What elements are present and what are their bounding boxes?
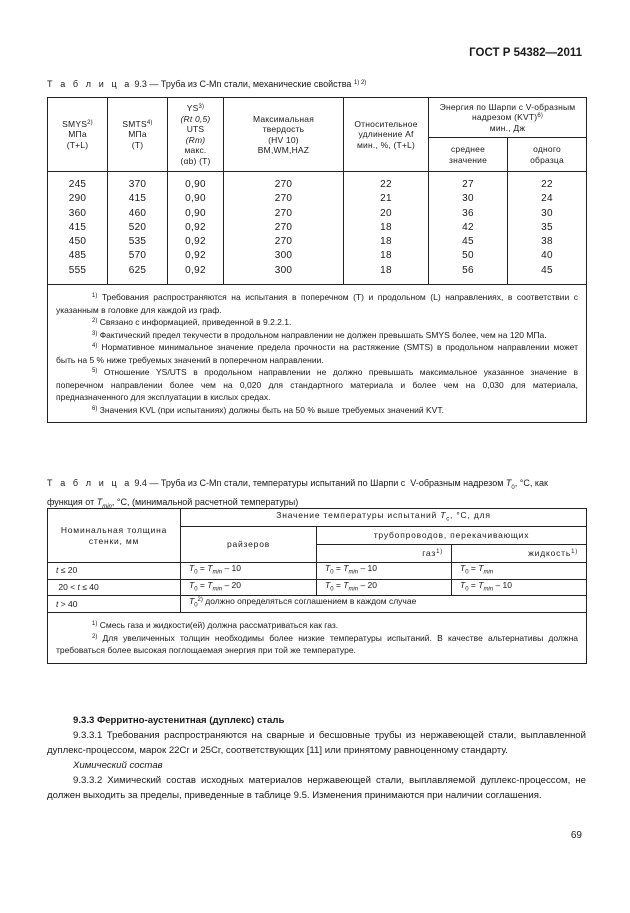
table-cell: 0,92 [168,221,224,235]
table-cell: 270 [224,235,344,249]
table-row [48,172,587,193]
table-cell: 415 [108,192,168,206]
table-9-4-caption: Т а б л и ц а 9.4 — Труба из C-Mn стали, температуры испытаний по Шарпи с V-образным надрезом $T_0$, °С, как функция от $T_{min}$, °С, (минимальной расчетной температуры) [47,478,548,510]
table-cell: 30 [508,207,587,221]
table-cell: 36 [429,207,508,221]
table-cell: 415 [48,221,108,235]
head-risers: райзеров [181,527,317,563]
table-cell: 42 [429,221,508,235]
head-single: одного образца [508,138,587,172]
table-cell: 0,92 [168,235,224,249]
table-cell: 290 [48,192,108,206]
caption-sup: 1) 2) [353,80,367,86]
row2-gas: $T_0 = T_{min} - 20$ [317,579,452,596]
table-9-4 [47,508,587,664]
table-row [48,249,587,263]
table-cell: 535 [108,235,168,249]
head-gas: газ$^{1)}$ [317,545,452,563]
footnote: $^{1)}$ Требования распространяются на испытания в поперечном (T) и продольном (L) направлениях, в соответствии с указанным в головке для каждой из граф. [56,292,578,315]
head-test-values: Значение температуры испытаний $T_c$, °С, для [181,509,587,527]
table-cell: 360 [48,207,108,221]
table-9-3-caption [47,76,366,91]
footnote: $^{6)}$ Значения KVL (при испытаниях) должны быть на 50 % выше требуемых значений KVT. [92,404,444,415]
head-wall-thickness: Номинальная толщина стенки, мм [48,509,181,563]
table-cell: 40 [508,249,587,263]
footnote: $^{2)}$ Для увеличенных толщин необходимы более низкие температуры испытаний. В качестве альтернативы должна требоваться более высокая поглощаемая энергия при той же температуре. [56,632,578,656]
row2-thickness: 20 < t ≤ 40 [48,579,181,596]
table-row [48,221,587,235]
table-cell: 27 [429,172,508,193]
table-cell: 18 [344,235,429,249]
row1-liquid: $T_0 = T_{min}$ [452,563,587,580]
head-average: среднее значение [429,138,508,172]
table-cell: 270 [224,207,344,221]
table-cell: 22 [508,172,587,193]
paragraph-9-3-3-2: 9.3.3.2 Химический состав исходных материалов нержавеющей стали, выплавляемой дуплекс-процессом, не должен выходить за пределы, приведенные в таблице 9.5. Изменения принимаются при наличии соглашения. [47,775,586,801]
table-cell: 625 [108,264,168,285]
table-cell: 20 [344,207,429,221]
head-elongation: Относительное удлинение Af мин., %, (T+L) [344,98,429,172]
head-ys-uts: YS$^{3)}$ (Rt 0,5) UTS (Rm) макс. (αb) (T) [168,98,224,172]
table-cell: 460 [108,207,168,221]
head-liquid: жидкость$^{1)}$ [452,545,587,563]
caption-line-2: функция от $T_{min}$, °С, (минимальной расчетной температуры) [47,496,299,510]
table-cell: 45 [508,264,587,285]
head-charpy: Энергия по Шарпи с V-образным надрезом (KVT)$^{6)}$ мин., Дж [429,98,587,138]
row3-merged: $T_0^{2)}$ должно определяться соглашением в каждом случае [181,596,587,613]
table-cell: 300 [224,264,344,285]
paragraph-9-3-3-1: 9.3.3.1 Требования распространяются на сварные и бесшовные трубы из нержавеющей стали, выплавленной дуплекс-процессом, марок 22Cr и 25Cr, соответствующих [11] или принятому равноценному стандарту. [47,730,586,756]
table-cell: 270 [224,192,344,206]
row2-liquid: $T_0 = T_{min} - 10$ [452,579,587,596]
table-cell: 270 [224,221,344,235]
table-cell: 45 [429,235,508,249]
caption-line-1: 9.4 — Труба из C-Mn стали, температуры испытаний по Шарпи с V-образным надрезом $T_0$, °С, как [134,478,548,491]
table-cell: 300 [224,249,344,263]
table-cell: 270 [224,172,344,193]
table-9-4-notes [48,613,587,664]
table-row [48,192,587,206]
caption-text: 9.3 — Труба из C-Mn стали, механические свойства [134,79,352,89]
table-cell: 18 [344,249,429,263]
table-cell: 38 [508,235,587,249]
document-code: ГОСТ Р 54382—2011 [469,47,582,59]
page-number: 69 [570,830,582,841]
footnote: $^{5)}$ Отношение YS/UTS в продольном направлении не должно превышать максимальное указанное значение в поперечном направлении более чем на 0,020 для стандартного материала и более чем на 0,030 для материала, предназначенного для эксплуатации в кислых средах. [56,367,579,403]
row2-risers: $T_0 = T_{min} - 20$ [181,579,317,596]
table-cell: 0,90 [168,172,224,193]
table-row [48,207,587,221]
table-cell: 21 [344,192,429,206]
table-row [48,264,587,285]
table-cell: 485 [48,249,108,263]
table-cell: 35 [508,221,587,235]
table-9-3-notes [48,285,587,423]
table-cell: 24 [508,192,587,206]
row1-gas: $T_0 = T_{min} - 10$ [317,563,452,580]
head-smts: SMTS$^{4)}$ МПа (T) [108,98,168,172]
table-cell: 370 [108,172,168,193]
footnote: $^{1)}$ Смесь газа и жидкости(ей) должна рассматриваться как газ. [92,620,339,631]
table-cell: 0,90 [168,207,224,221]
table-cell: 0,90 [168,192,224,206]
table-cell: 570 [108,249,168,263]
table-cell: 56 [429,264,508,285]
row1-risers: $T_0 = T_{min} - 10$ [181,563,317,580]
footnote: $^{3)}$ Фактический предел текучести в продольном направлении не должен превышать SMYS более, чем на 120 МПа. [92,329,547,340]
section-9-3-3 [47,713,586,803]
table-row [48,235,587,249]
table-cell: 30 [429,192,508,206]
table-cell: 50 [429,249,508,263]
row3-thickness: t > 40 [48,596,181,613]
head-hardness: Максимальная твердость (HV 10) BM,WM,HAZ [224,98,344,172]
subheading-chem: Химический состав [73,760,163,771]
head-pipelines: трубопроводов, перекачивающих [317,527,587,545]
caption-label: Т а б л и ц а [47,79,132,89]
table-cell: 520 [108,221,168,235]
row1-thickness: t ≤ 20 [48,563,181,580]
table-cell: 22 [344,172,429,193]
table-cell: 555 [48,264,108,285]
table-9-3 [47,97,587,423]
table-cell: 0,92 [168,264,224,285]
section-heading: 9.3.3 Ферритно-аустенитная (дуплекс) сталь [73,715,285,726]
table-cell: 0,92 [168,249,224,263]
table-cell: 450 [48,235,108,249]
table-cell: 245 [48,172,108,193]
table-cell: 18 [344,264,429,285]
footnote: $^{4)}$ Нормативное минимальное значение предела прочности на растяжение (SMTS) в продольном направлении может быть на 5 % ниже требуемых значений в поперечном направлении. [56,342,578,365]
head-smys: SMYS$^{2)}$ МПа (T+L) [48,98,108,172]
footnote: $^{2)}$ Связано с информацией, приведенной в 9.2.2.1. [92,317,292,328]
table-cell: 18 [344,221,429,235]
